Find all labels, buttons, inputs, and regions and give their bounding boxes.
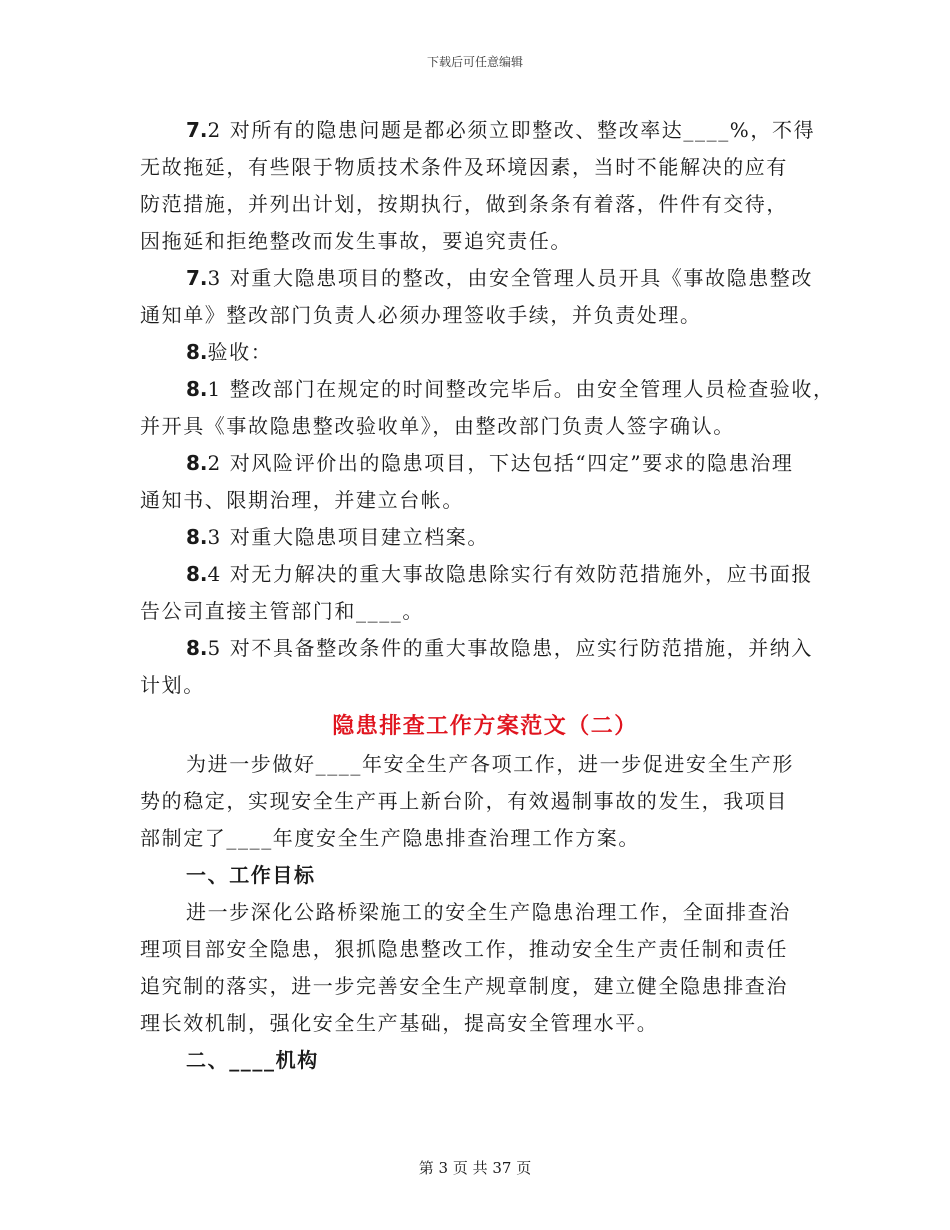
- clause-number: 8.: [186, 636, 208, 660]
- paragraph-line: [140, 931, 830, 968]
- paragraph-line: [140, 408, 830, 445]
- line-text: 5 对不具备整改条件的重大事故隐患，应实行防范措施，并纳入: [207, 636, 813, 660]
- clause-number: 8.: [186, 377, 208, 401]
- line-text: 3 对重大隐患项目的整改，由安全管理人员开具《事故隐患整改: [207, 266, 813, 290]
- heading-work-goal: [140, 857, 830, 894]
- paragraph-line: [140, 593, 830, 630]
- line-text: 验收：: [207, 340, 273, 364]
- line-text: 为进一步做好____年安全生产各项工作，进一步促进安全生产形: [186, 752, 794, 776]
- paragraph-line: [140, 371, 835, 408]
- line-text: 部制定了____年度安全生产隐患排查治理工作方案。: [140, 826, 640, 850]
- line-text: 1 整改部门在规定的时间整改完毕后。由安全管理人员检查验收，: [207, 377, 835, 401]
- clause-number: 8.: [186, 562, 208, 586]
- line-text: 告公司直接主管部门和____。: [140, 599, 424, 623]
- paragraph-line: [140, 1005, 830, 1042]
- line-text: 因拖延和拒绝整改而发生事故，要追究责任。: [140, 229, 572, 253]
- paragraph-line: [140, 445, 830, 482]
- paragraph-line: [140, 482, 830, 519]
- paragraph-line: [140, 783, 830, 820]
- line-text: 3 对重大隐患项目建立档案。: [207, 525, 489, 549]
- paragraph-line: [140, 112, 830, 149]
- clause-number: 8.: [186, 340, 208, 364]
- paragraph-line: [140, 223, 830, 260]
- line-text: 二、____机构: [186, 1048, 319, 1072]
- paragraph-line: [140, 556, 830, 593]
- paragraph-line: [140, 746, 830, 783]
- paragraph-line: [140, 149, 830, 186]
- clause-number: 8.: [186, 451, 208, 475]
- line-text: 通知书、限期治理，并建立台帐。: [140, 488, 464, 512]
- line-text: 通知单》整改部门负责人必须办理签收手续，并负责处理。: [140, 303, 702, 327]
- clause-number: 8.: [186, 525, 208, 549]
- line-text: 并开具《事故隐患整改验收单》，由整改部门负责人签字确认。: [140, 414, 735, 438]
- line-text: 防范措施，并列出计划，按期执行，做到条条有着落，件件有交待，: [140, 192, 788, 216]
- section-title: 隐患排查工作方案范文（二）: [332, 713, 638, 739]
- header-note: 下载后可任意编辑: [426, 55, 523, 69]
- paragraph-line: [140, 334, 830, 371]
- line-text: 进一步深化公路桥梁施工的安全生产隐患治理工作，全面排查治: [186, 900, 791, 924]
- line-text: 追究制的落实，进一步完善安全生产规章制度，建立健全隐患排查治: [140, 974, 788, 998]
- line-text: 无故拖延，有些限于物质技术条件及环境因素，当时不能解决的应有: [140, 155, 788, 179]
- line-text: 计划。: [140, 673, 205, 697]
- paragraph-line: [140, 260, 830, 297]
- document-body: [140, 112, 835, 1079]
- paragraph-line: [140, 894, 830, 931]
- paragraph-line: [140, 297, 830, 334]
- page-number: 第 3 页 共 37 页: [418, 1159, 532, 1177]
- line-text: 势的稳定，实现安全生产再上新台阶，有效遏制事故的发生，我项目: [140, 789, 788, 813]
- paragraph-line: [140, 667, 830, 704]
- paragraph-line: [140, 968, 830, 1005]
- paragraph-line: [140, 820, 830, 857]
- line-text: 理长效机制，强化安全生产基础，提高安全管理水平。: [140, 1011, 659, 1035]
- paragraph-line: [140, 630, 830, 667]
- line-text: 理项目部安全隐患，狠抓隐患整改工作，推动安全生产责任制和责任: [140, 937, 788, 961]
- line-text: 4 对无力解决的重大事故隐患除实行有效防范措施外，应书面报: [207, 562, 813, 586]
- line-text: 2 对风险评价出的隐患项目，下达包括“四定”要求的隐患治理: [207, 451, 794, 475]
- paragraph-line: [140, 519, 830, 556]
- paragraph-line: [140, 186, 830, 223]
- line-text: 一、工作目标: [186, 863, 316, 887]
- heading-organization: [140, 1042, 830, 1079]
- line-text: 2 对所有的隐患问题是都必须立即整改、整改率达____%，不得: [207, 118, 816, 142]
- clause-number: 7.: [186, 118, 208, 142]
- clause-number: 7.: [186, 266, 208, 290]
